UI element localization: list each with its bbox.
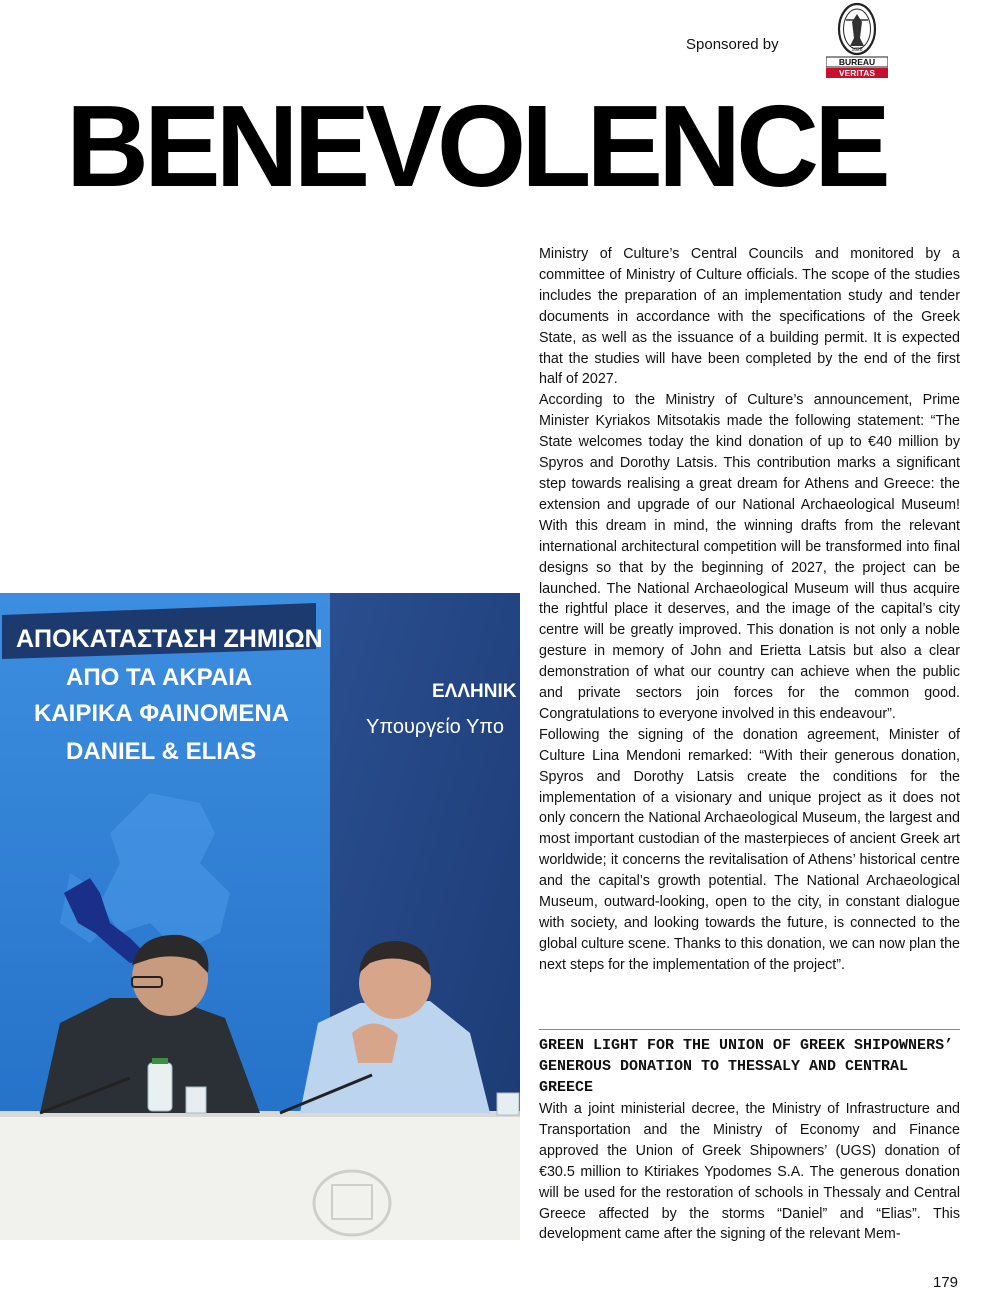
- banner-line-2: ΑΠΟ ΤΑ ΑΚΡΑΙΑ: [66, 664, 253, 691]
- section-title: BENEVOLENCE: [66, 81, 886, 211]
- paragraph-4: With a joint ministerial decree, the Ministry of Infrastructure and Transportation and the Ministry of Economy and Finance approved the Union of Greek Shipowners’ (UGS) donation of €30.5 million to Ktiriakes Ypodomes S.A. The generous donation will be used for the restoration of schools in Thessaly and Central Greece affected by the storms “Daniel” and “Elias”. This development came after the signing of the relevant Mem-: [539, 1101, 960, 1243]
- right-banner-line-2: Υπουργείο Υπο: [366, 716, 504, 738]
- paragraph-3: Following the signing of the donation agreement, Minister of Culture Lina Mendoni remarked: “With their generous donation, Spyros and Dorothy Latsis create the conditions for the implementation of a visionary and unique project as it does not only concern the National Archaeological Museum, the largest and most important custodian of the masterpieces of ancient Greek art worldwide; it concerns the revitalisation of Athens’ historical centre and the capital’s growth potential. The National Archaeological Museum, outward-looking, open to the city, in constant dialogue with society, and looking towards the future, is connected to the global culture scene. Thanks to this donation, we can now plan the next steps for the implementation of the project”.: [539, 726, 960, 973]
- paragraph-2: According to the Ministry of Culture’s announcement, Prime Minister Kyriakos Mitsotakis made the following statement: “The State welcomes today the kind donation of up to €40 million by Spyros and Dorothy Latsis. This contribution marks a significant step towards realising a great dream for Athens and Greece: the extension and upgrade of our National Archaeological Museum! With this dream in mind, the winning drafts from the relevant international architectural competition will be transformed into final designs so that by the beginning of 2027, the project can be launched. The National Archaeological Museum will thus acquire the rightful place it deserves, and the image of the capital’s city centre will be greatly improved. This donation is not only a noble gesture in memory of John and Erietta Latsis but also a clear demonstration of what our country can achieve when the public and private sectors join forces for the common good. Congratulations to everyone involved in this endeavour”.: [539, 392, 960, 722]
- banner-line-3: ΚΑΙΡΙΚΑ ΦΑΙΝΟΜΕΝΑ: [34, 700, 290, 727]
- page-number: 179: [933, 1274, 959, 1291]
- article-body-2: [539, 1099, 960, 1245]
- banner-line-4: DANIEL & ELIAS: [66, 738, 257, 765]
- right-banner-line-1: ΕΛΛΗΝΙΚ: [432, 681, 517, 702]
- logo-year: 1828: [851, 47, 863, 53]
- section-divider: [539, 1029, 960, 1030]
- banner-line-1: ΑΠΟΚΑΤΑΣΤΑΣΗ ΖΗΜΙΩΝ: [16, 625, 323, 653]
- press-photo: [0, 593, 520, 1240]
- logo-word-bureau: BUREAU: [838, 57, 876, 67]
- bureau-veritas-logo: [826, 2, 888, 78]
- logo-word-veritas: VERITAS: [838, 68, 876, 78]
- subheading: GREEN LIGHT FOR THE UNION OF GREEK SHIPOWNERS’ GENEROUS DONATION TO THESSALY AND CENTRAL GREECE: [539, 1037, 954, 1096]
- sponsor-label: Sponsored by: [686, 36, 779, 53]
- article-body: [539, 244, 960, 976]
- paragraph-1: Ministry of Culture’s Central Councils and monitored by a committee of Ministry of Culture officials. The scope of the studies includes the preparation of an implementation study and tender documents in accordance with the specifications of the Greek State, as well as the issuance of a building permit. It is expected that the studies will have been completed by the end of the first half of 2027.: [539, 246, 960, 388]
